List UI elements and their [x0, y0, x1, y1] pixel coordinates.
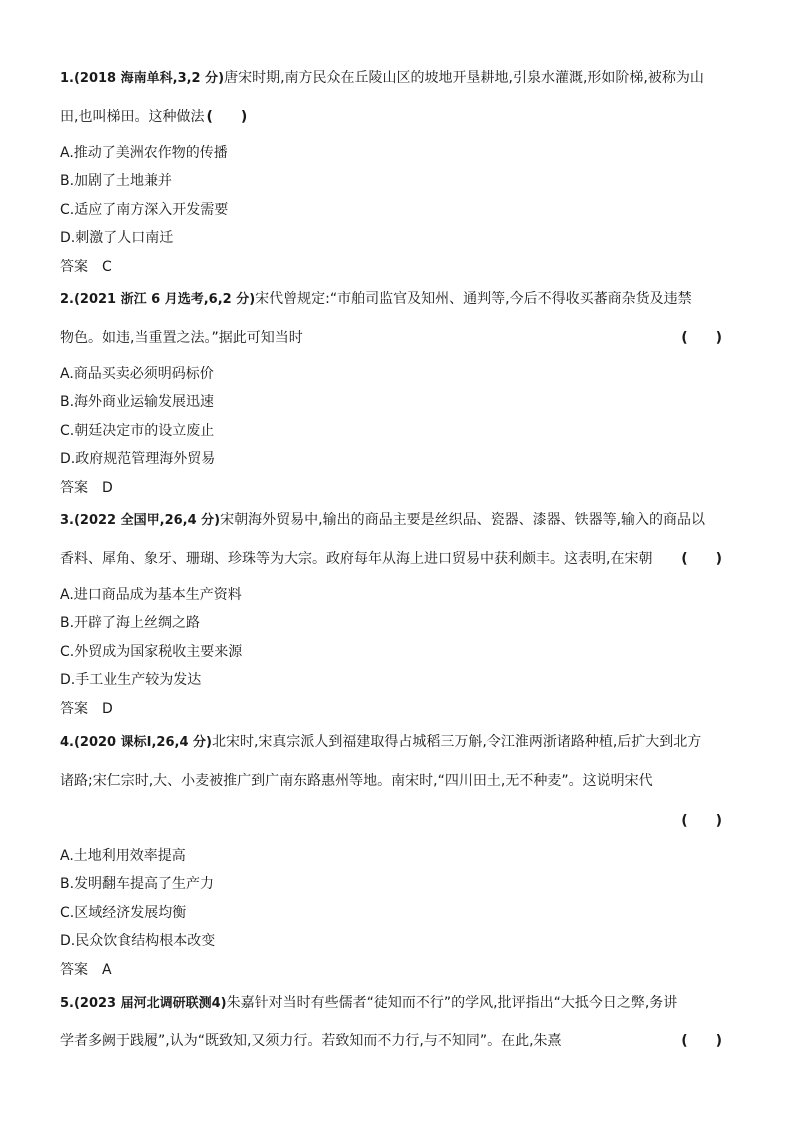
answer-value: A	[102, 962, 112, 978]
question-5-stem-2: 学者多阙于践履”,认为“既致知,又须力行。若致知而不力行,与不知同”。在此,朱熹	[60, 1033, 562, 1049]
question-1-line-2	[60, 108, 247, 126]
question-2-option-c: C.朝廷决定市的设立废止	[60, 423, 215, 439]
question-4-option-d: D.民众饮食结构根本改变	[60, 933, 216, 949]
question-3-line-2	[60, 550, 652, 568]
answer-label: 答案	[60, 962, 88, 978]
question-5-source: 5.(2023 届河北调研联测4)	[60, 996, 227, 1011]
question-3-line-1	[60, 511, 705, 530]
question-1-option-c: C.适应了南方深入开发需要	[60, 202, 229, 218]
question-2-line-2	[60, 329, 303, 347]
question-1-answer-paren: ( )	[206, 109, 248, 125]
answer-value: D	[102, 480, 113, 496]
answer-label: 答案	[60, 480, 88, 496]
question-5-line-2	[60, 1032, 562, 1050]
question-2-stem-2: 物色。如违,当重置之法。”据此可知当时	[60, 330, 303, 346]
question-1-source: 1.(2018 海南单科,3,2 分)	[60, 71, 225, 86]
question-2-stem-1: 宋代曾规定:“市舶司监官及知州、通判等,今后不得收买蕃商杂货及违禁	[255, 291, 692, 307]
question-4-line-1	[60, 733, 701, 752]
question-4-option-a: A.土地利用效率提高	[60, 848, 186, 864]
question-2-option-a: A.商品买卖必须明码标价	[60, 366, 214, 382]
question-3-option-b: B.开辟了海上丝绸之路	[60, 615, 201, 631]
question-5-line-1	[60, 994, 677, 1013]
question-1-stem-2: 田,也叫梯田。这种做法	[60, 109, 205, 125]
question-1-option-d: D.刺激了人口南迁	[60, 230, 174, 246]
question-3-source: 3.(2022 全国甲,26,4 分)	[60, 513, 221, 528]
question-4-answer	[60, 961, 112, 979]
question-2-option-b: B.海外商业运输发展迅速	[60, 394, 215, 410]
question-3-option-d: D.手工业生产较为发达	[60, 672, 202, 688]
question-4-option-c: C.区域经济发展均衡	[60, 905, 187, 921]
answer-value: D	[102, 701, 113, 717]
question-1-answer	[60, 258, 112, 276]
question-5-stem-1: 朱嘉针对当时有些儒者“徒知而不行”的学风,批评指出“大抵今日之弊,务讲	[226, 995, 678, 1011]
question-3-stem-1: 宋朝海外贸易中,输出的商品主要是丝织品、瓷器、漆器、铁器等,输入的商品以	[220, 512, 706, 528]
question-2-source: 2.(2021 浙江 6 月选考,6,2 分)	[60, 292, 256, 307]
question-5-answer-paren: ( )	[681, 1033, 722, 1049]
question-4-answer-paren: ( )	[681, 813, 722, 829]
question-4-stem-2: 诸路;宋仁宗时,大、小麦被推广到广南东路惠州等地。南宋时,“四川田土,无不种麦”。这说明宋代	[60, 773, 653, 789]
question-3-answer	[60, 700, 113, 718]
question-3-answer-paren: ( )	[681, 551, 722, 567]
answer-label: 答案	[60, 259, 88, 275]
question-4-option-b: B.发明翻车提高了生产力	[60, 876, 215, 892]
question-4-source: 4.(2020 课标Ⅰ,26,4 分)	[60, 735, 212, 750]
question-1-line-1	[60, 69, 704, 88]
answer-label: 答案	[60, 701, 88, 717]
question-1-option-b: B.加剧了土地兼并	[60, 173, 173, 189]
question-1-option-a: A.推动了美洲农作物的传播	[60, 145, 228, 161]
question-2-option-d: D.政府规范管理海外贸易	[60, 451, 216, 467]
question-3-option-c: C.外贸成为国家税收主要来源	[60, 644, 243, 660]
question-3-stem-2: 香料、犀角、象牙、珊瑚、珍珠等为大宗。政府每年从海上进口贸易中获利颇丰。这表明,在宋朝	[60, 551, 653, 567]
question-3-option-a: A.进口商品成为基本生产资料	[60, 587, 242, 603]
answer-value: C	[102, 259, 112, 275]
question-2-line-1	[60, 290, 692, 309]
question-1-stem-1: 唐宋时期,南方民众在丘陵山区的坡地开垦耕地,引泉水灌溉,形如阶梯,被称为山	[224, 70, 704, 86]
question-2-answer	[60, 479, 113, 497]
question-4-stem-1: 北宋时,宋真宗派人到福建取得占城稻三万斛,令江淮两浙诸路种植,后扩大到北方	[211, 734, 702, 750]
question-2-answer-paren: ( )	[681, 330, 722, 346]
question-4-line-2	[60, 772, 653, 790]
